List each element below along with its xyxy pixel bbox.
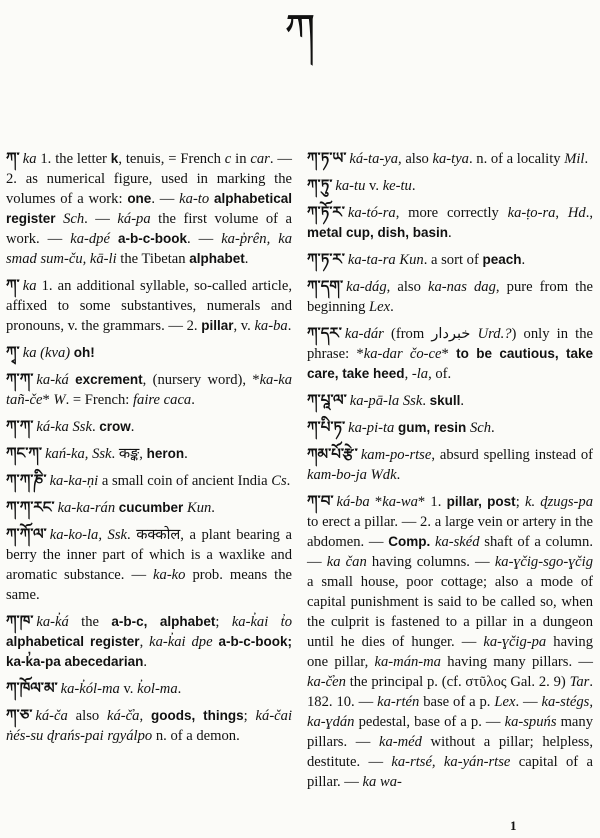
bold-gloss: alphabetical register <box>6 191 292 226</box>
bold-gloss: peach <box>482 252 522 267</box>
dictionary-entry <box>6 705 292 746</box>
tibetan-headword: ཀ་ཀོ་ལ་ <box>6 525 47 543</box>
entry-text: . — <box>515 694 542 710</box>
entry-text: , <box>555 205 568 221</box>
entry-text: . <box>91 419 100 435</box>
italic-text: k̓ol-ma <box>137 681 178 697</box>
italic-text: ka-tó-ra <box>347 205 396 221</box>
tibetan-headword: ཀ་པཱ་ལ་ <box>307 391 347 409</box>
italic-text: kam-po-rtse <box>360 447 432 463</box>
italic-text: Cs <box>271 473 287 489</box>
entry-text: a small coin of ancient India <box>98 473 272 489</box>
entry-text: , (nursery word), * <box>142 372 260 388</box>
tibetan-headword: ཀ་ཏུ་ <box>307 176 333 194</box>
bold-gloss: pillar, post <box>446 494 516 509</box>
dictionary-entry <box>6 524 292 605</box>
tibetan-headword: ཀམ་པོ་རྩེ་ <box>307 445 358 463</box>
tibetan-headword: ཀ་ཀ་ <box>6 370 34 388</box>
entry-text: , <box>139 708 151 724</box>
italic-text: ka (kva) <box>22 345 71 361</box>
italic-text: k. ɖzugs-pa <box>524 494 594 510</box>
entry-text: , absurd spelling instead of <box>431 447 593 463</box>
dictionary-entry <box>307 491 593 792</box>
entry-text: , tenuis, = French <box>118 151 225 167</box>
tibetan-headword: ཀ་ཏ་ཡ་ <box>307 149 347 167</box>
dictionary-entry <box>6 497 292 518</box>
entry-text: v. <box>365 178 383 194</box>
entry-text: . <box>286 473 291 489</box>
italic-text: ká-č̓a <box>107 708 140 724</box>
dictionary-entry <box>307 175 593 196</box>
italic-text: ka-stégs, ka-ɣdán <box>307 694 593 730</box>
entry-text: pedestal, base of a p. — <box>354 714 505 730</box>
italic-text: c <box>224 151 232 167</box>
italic-text: ka-skéd <box>434 534 480 550</box>
italic-text: ka-tya <box>432 151 469 167</box>
dictionary-entry <box>6 416 292 437</box>
entry-text: . <box>191 392 195 408</box>
entry-text: the <box>68 614 112 630</box>
entry-text: the first volume of a work. — <box>6 211 292 247</box>
tibetan-headword: ཀ་བ་ <box>307 492 334 510</box>
tibetan-headword: ཀང་ཀ་ <box>6 444 43 462</box>
entry-text: , also <box>398 151 433 167</box>
bold-gloss: crow <box>99 419 131 434</box>
entry-text: in <box>231 151 251 167</box>
entry-text: . <box>411 178 416 194</box>
entry-text: . 182. 10. — <box>307 674 593 710</box>
entry-text: the principal p. (cf. στῦλος Gal. 2. 9) <box>345 674 570 690</box>
entry-text: . <box>287 318 292 334</box>
italic-text: ka-rtsé, ka-yán-rtse <box>391 754 511 770</box>
tibetan-headword: ཀ་ཁོལ་མ་ <box>6 679 58 697</box>
entry-text: ) only in the phrase: * <box>307 326 593 362</box>
italic-text: ká-ba <box>336 494 370 510</box>
entry-text: . — 2. as numerical figure, used in marking the volumes of a work: <box>6 151 292 207</box>
entry-text: . <box>143 654 147 670</box>
dictionary-entry <box>6 342 292 363</box>
italic-text: Tar <box>569 674 590 690</box>
tibetan-headword: ཀ་པི་ཏ་ <box>307 418 346 436</box>
entry-text: the Tibetan <box>116 251 190 267</box>
entry-text: . — <box>84 211 118 227</box>
dictionary-entry <box>6 369 292 410</box>
entry-text: . <box>460 393 465 409</box>
italic-text: ká-pa <box>117 211 151 227</box>
italic-text: ká-ča <box>35 708 68 724</box>
entry-text: * <box>369 494 383 510</box>
entry-text: . <box>211 500 215 516</box>
dictionary-entry <box>307 276 593 317</box>
italic-text: ka-k̓á <box>36 614 69 630</box>
italic-text: W <box>53 392 66 408</box>
entry-text: 1. an additional syllable, so-called article, affixed to some substantives, numerals and pronouns, v. the grammars. — 2. <box>6 278 292 334</box>
tibetan-headword: ཀ་ཏ་ར་ <box>307 250 345 268</box>
bold-gloss: k <box>110 151 119 166</box>
italic-text: ka-ká <box>36 372 69 388</box>
italic-text: ka-č̓en <box>307 674 346 690</box>
entry-text: base of a p. <box>419 694 495 710</box>
entry-text: . <box>184 446 188 462</box>
italic-text: faire caca <box>133 392 192 408</box>
entry-text: . <box>130 419 135 435</box>
entry-text: * <box>441 346 457 362</box>
italic-text: ka-pā-la Ssk <box>349 393 423 409</box>
entry-text: . a sort of <box>423 252 483 268</box>
bold-gloss: goods, things <box>150 708 244 723</box>
tibetan-headword: ཀ་དག་ <box>307 277 344 295</box>
dictionary-entry <box>307 249 593 270</box>
italic-text: ka-pi-ta <box>348 420 395 436</box>
bold-gloss: gum, resin <box>398 420 467 435</box>
entry-text: . <box>491 420 495 436</box>
italic-text: ka-ka-rán <box>57 500 116 516</box>
entry-text: having one pillar, <box>307 634 593 670</box>
italic-text: ka-ka tañ-če <box>6 372 292 408</box>
italic-text: ka-dar čo-ce <box>363 346 442 362</box>
dictionary-entry <box>307 444 593 485</box>
italic-text: Mil <box>564 151 585 167</box>
page-number: 1 <box>510 818 517 833</box>
italic-text: ka-ṭo-ra <box>507 205 556 221</box>
italic-text: ka-ko <box>153 567 186 583</box>
entry-text: . — <box>186 231 222 247</box>
entry-text: ; <box>215 614 232 630</box>
bold-gloss: oh! <box>73 345 95 360</box>
left-column <box>6 148 292 752</box>
italic-text: ke-tu <box>382 178 412 194</box>
entry-text: many pillars. — <box>307 714 594 750</box>
italic-text: ká-ka <box>36 419 69 435</box>
bold-gloss: Comp. <box>388 534 431 549</box>
italic-text: ka-ka-ṇi <box>49 473 99 489</box>
italic-text: -la <box>411 366 429 382</box>
italic-text: ka <box>22 278 37 294</box>
italic-text: Ssk <box>72 419 92 435</box>
italic-text: ka-dpé <box>70 231 110 247</box>
italic-text: ka-mán-ma <box>374 654 441 670</box>
italic-text: ka-méd <box>378 734 422 750</box>
tibetan-headword: ཀ་ <box>6 149 20 167</box>
bold-gloss: a-b-c-book <box>117 231 187 246</box>
entry-text: having many pillars. — <box>440 654 593 670</box>
italic-text: ka-rtén <box>377 694 420 710</box>
italic-text: ka-k̓ai dpe <box>149 634 213 650</box>
italic-text: ka <box>22 151 37 167</box>
dictionary-entry <box>6 148 292 269</box>
entry-text: . <box>448 225 452 241</box>
italic-text: Sch <box>469 420 492 436</box>
italic-text: kam-bo-ja Wdk <box>307 467 397 483</box>
italic-text: ka-dár <box>344 326 384 342</box>
bold-gloss: alphabetical register <box>6 634 140 649</box>
dictionary-entry <box>6 443 292 464</box>
bold-gloss: a-b-c-book; ka-k̓a-pa abecedarian <box>6 634 293 669</box>
dictionary-entry <box>6 275 292 336</box>
entry-text: shaft of a column. — <box>307 534 593 570</box>
italic-text: ka wa- <box>362 774 402 790</box>
dictionary-entry <box>6 678 292 699</box>
entry-text: , also <box>386 279 428 295</box>
italic-text: kań-ka, Ssk <box>45 446 112 462</box>
entry-text: . कक्कोल, a plant bearing a berry the inner part of which is a waxlike and aromatic substance. — <box>6 527 292 583</box>
dictionary-entry <box>307 202 593 243</box>
italic-text: Lex <box>494 694 516 710</box>
entry-text: 1. the letter <box>36 151 111 167</box>
tibetan-headword: ཀ་དར་ <box>307 324 342 342</box>
tibetan-headword: ཀྭ་ <box>6 343 20 361</box>
italic-text: Urd.? <box>477 326 512 342</box>
entry-text: . <box>396 467 401 483</box>
right-column <box>307 148 593 798</box>
bold-gloss: alphabet <box>189 251 245 266</box>
bold-gloss: heron <box>146 446 185 461</box>
italic-text: Kun <box>186 500 212 516</box>
dictionary-entry <box>6 611 292 672</box>
entry-text: . <box>177 681 182 697</box>
dictionary-entry <box>307 390 593 411</box>
entry-text: . <box>244 251 249 267</box>
bold-gloss: one <box>127 191 152 206</box>
italic-text: ká-čai ṅés-su ɖrańs-pai rgyálpo <box>6 708 293 744</box>
entry-text: , more correctly <box>395 205 508 221</box>
italic-text: ka-k̓ai t̓o <box>231 614 293 630</box>
italic-text: ka-k̓ól-ma <box>60 681 120 697</box>
italic-text: ka-to <box>179 191 210 207</box>
tibetan-headword: ཀ་ཀ་ཎི་ <box>6 471 47 489</box>
tibetan-headword: ཀ་ཏོ་ར་ <box>307 203 345 221</box>
bold-gloss: cucumber <box>118 500 184 515</box>
italic-text: Lex <box>369 299 391 315</box>
italic-text: ka-ko-la, Ssk <box>49 527 127 543</box>
entry-text: . कङ्क, <box>111 446 147 462</box>
entry-text: . <box>422 393 430 409</box>
italic-text: ká-ta-ya <box>349 151 399 167</box>
tibetan-headword: ཀ་ཀ་རང་ <box>6 498 55 516</box>
italic-text: ka-ta-ra Kun <box>347 252 424 268</box>
tibetan-headword: ཀ་ཁ་ <box>6 612 34 630</box>
entry-text: without a pillar; helpless, destitute. — <box>307 734 593 770</box>
italic-text: ka-dág <box>346 279 387 295</box>
bold-gloss: pillar <box>201 318 234 333</box>
tibetan-headword: ཀ་ <box>6 276 20 294</box>
dictionary-entry <box>6 470 292 491</box>
italic-text: ka-p̓rên, ka smad sum-ču, kā-li <box>6 231 292 267</box>
entry-text: a small house, poor cottage; also a mode of capital punishment is said to be called so, when the culprit is fastened to a pillar in a dungeon until he dies of hunger. — <box>307 574 593 650</box>
entry-text <box>56 211 64 227</box>
dictionary-entry <box>307 417 593 438</box>
entry-text: prob. means the same. <box>6 567 292 603</box>
entry-text: , pure from the beginning <box>307 279 593 315</box>
entry-text: v. <box>119 681 138 697</box>
entry-text: * <box>42 392 54 408</box>
entry-text: . <box>584 151 589 167</box>
italic-text: Sch <box>63 211 85 227</box>
entry-text: capital of a pillar. — <box>307 754 593 790</box>
bold-gloss: excrement <box>75 372 143 387</box>
tibetan-headword: ཀ་ཀ་ <box>6 417 34 435</box>
italic-text: ka-ɣčig-pa <box>483 634 547 650</box>
entry-text: to erect a pillar. — 2. a large vein or artery in the abdomen. — <box>307 514 593 550</box>
italic-text: ka-nas dag <box>428 279 496 295</box>
italic-text: ka-ba <box>254 318 288 334</box>
entry-text: ; <box>243 708 256 724</box>
bold-gloss: a-b-c, alphabet <box>111 614 216 629</box>
entry-text: having columns. — <box>366 554 495 570</box>
entry-text: , of. <box>428 366 452 382</box>
italic-text: car <box>250 151 270 167</box>
italic-text: ka-wa <box>382 494 418 510</box>
italic-text: ka-tu <box>335 178 366 194</box>
bold-gloss: metal cup, dish, basin <box>307 225 449 240</box>
entry-text <box>110 231 118 247</box>
entry-text: n. of a demon. <box>152 728 240 744</box>
entry-text: . <box>521 252 526 268</box>
entry-text: . = French: <box>65 392 133 408</box>
entry-text: . <box>390 299 394 315</box>
dictionary-entry <box>307 323 593 384</box>
entry-text: ; <box>515 494 525 510</box>
entry-text: also <box>67 708 108 724</box>
entry-text: , v. <box>233 318 255 334</box>
entry-text: . — <box>151 191 180 207</box>
bold-gloss: skull <box>429 393 461 408</box>
italic-text: Hd <box>567 205 586 221</box>
italic-text: ka-spuńs <box>504 714 557 730</box>
entry-text: ., <box>585 205 594 221</box>
entry-text: * 1. <box>417 494 447 510</box>
bold-gloss: to be cautious, take care, take heed <box>307 346 593 381</box>
italic-text: ka čan <box>326 554 367 570</box>
entry-text: . n. of a locality <box>468 151 565 167</box>
entry-text: (from خبردار <box>383 326 478 342</box>
dictionary-entry <box>307 148 593 169</box>
header-letter: ཀ <box>284 5 316 56</box>
italic-text: ka-ɣčig-sgo-ɣčig <box>494 554 593 570</box>
tibetan-headword: ཀ་ཅ་ <box>6 706 33 724</box>
entry-text: , <box>404 366 412 382</box>
entry-text: , <box>139 634 150 650</box>
